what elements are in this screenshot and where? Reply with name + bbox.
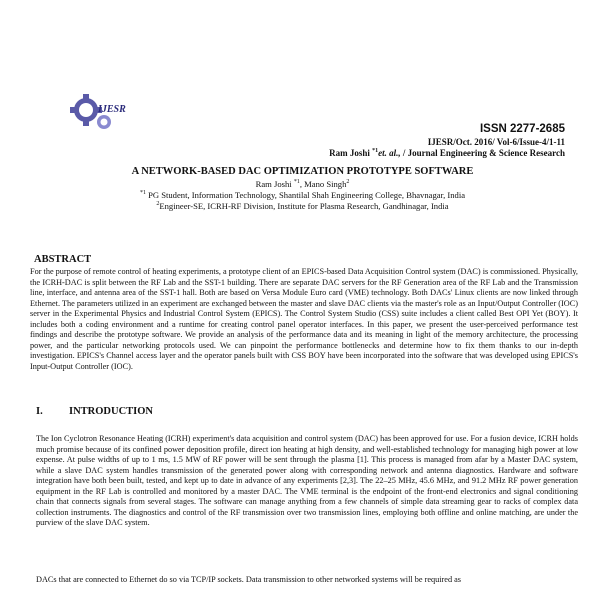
introduction-text: The Ion Cyclotron Resonance Heating (ICRH) experiment's data acquisition and control system (DAC) has been approved for use. For a fusion device, ICRH holds much promise because of its confined power deposition profile, direct ion heating at high density, and well-established technology for managing high power at low expense. At pulse widths of up to 1 ms, 1.5 MW of RF power will be sent through the plasma [1]. This process is managed from afar by a Master DAC system, while a slave DAC system handles transmission of the generated power along with corresponding network and antenna diagnostics. Hardware and software integration have both been built, tested, and kept up to date in advance of any experiments [2,3]. The 22–25 MHz, 45.6 MHz, and 91.2 MHz RF power generation equipment in the RF Lab is controlled and monitored by a master DAC. The VME terminal is the endpoint of the front-end electronics and signal conditioning chain that connects signals from several stages. The software can manage anything from a few channels of simple data streaming gear to racks of complex data collection instruments. The diagnostics and control of the RF transmission over two transmission lines, employing both offline and online matching, are under the purview of the slave DAC system.	[36, 434, 578, 528]
running-header	[329, 148, 565, 158]
abstract-heading: ABSTRACT	[34, 254, 92, 265]
affiliation-2-sup: 2	[156, 201, 160, 208]
header-etal: et. al.,	[378, 148, 401, 158]
affiliation-2	[0, 201, 605, 211]
issn: ISSN 2277-2685	[479, 123, 565, 135]
issue-info: IJESR/Oct. 2016/ Vol-6/Issue-4/1-11	[427, 137, 565, 147]
paper-title: A NETWORK-BASED DAC OPTIMIZATION PROTOTYPE SOFTWARE	[131, 166, 474, 177]
journal-name: / Journal Engineering & Science Research	[402, 148, 565, 158]
author-2-sup: 2	[346, 179, 350, 186]
author-1-sup: *1	[293, 179, 300, 186]
introduction-continued-line: DACs that are connected to Ethernet do so via TCP/IP sockets. Data transmission to other networked systems will be required as	[36, 575, 462, 584]
section-number: I.	[36, 406, 43, 417]
author-line	[0, 179, 605, 189]
affiliation-1	[0, 190, 605, 200]
logo-text: IJESR	[98, 104, 126, 115]
affiliation-1-text: PG Student, Information Technology, Shantilal Shah Engineering College, Bhavnagar, India	[145, 190, 466, 200]
header-author-sup: *1	[372, 148, 379, 154]
affiliation-2-text: Engineer-SE, ICRH-RF Division, Institute for Plasma Research, Gandhinagar, India	[159, 201, 449, 211]
section-title: INTRODUCTION	[69, 406, 154, 417]
small-gear-icon	[97, 115, 111, 129]
author-2: , Mano Singh	[299, 179, 347, 189]
abstract-text: For the purpose of remote control of heating experiments, a prototype client of an EPICS-based Data Acquisition Control system (DAC) is commissioned. Physically, the ICRH-DAC is split between the RF Lab and the SST-1 building. There are separate DAC servers for the RF Generation area of the RF Lab and the Transmission line, interface, and antenna area of the SST-1 hall. Both are based on Versa Module Euro card (VME) technology. Both DACs' Linux clients are now linked through Ethernet. The parameters utilized in an experiment are exchanged between the master and slave DAC clients via the master's role as an Input/Output Controller (IOC) server in the Experimental Physics and Industrial Control System (EPICS). The Control System Studio (CSS) suite includes a client called Best OPI Yet (BOY). It includes both a coding environment and a runtime for creating control panel operator interfaces. In this paper, we present the user-perceived performance test findings and describe the prototype software. We provide an analysis of the performance data and its meaning in light of the memory architecture, the processing power, and the particular networking protocols used. We can pinpoint the performance bottlenecks and determine how to fix them thanks to our in-depth investigation. EPICS's Channel access layer and the operator panels built with CSS BOY have been incorporated into the software that was developed using EPICS's Input-Output Controller (IOC).	[30, 267, 578, 371]
header-author: Ram Joshi	[329, 148, 370, 158]
author-1: Ram Joshi	[255, 179, 292, 189]
affiliation-1-sup: *1	[139, 190, 146, 197]
introduction-heading	[36, 406, 153, 417]
